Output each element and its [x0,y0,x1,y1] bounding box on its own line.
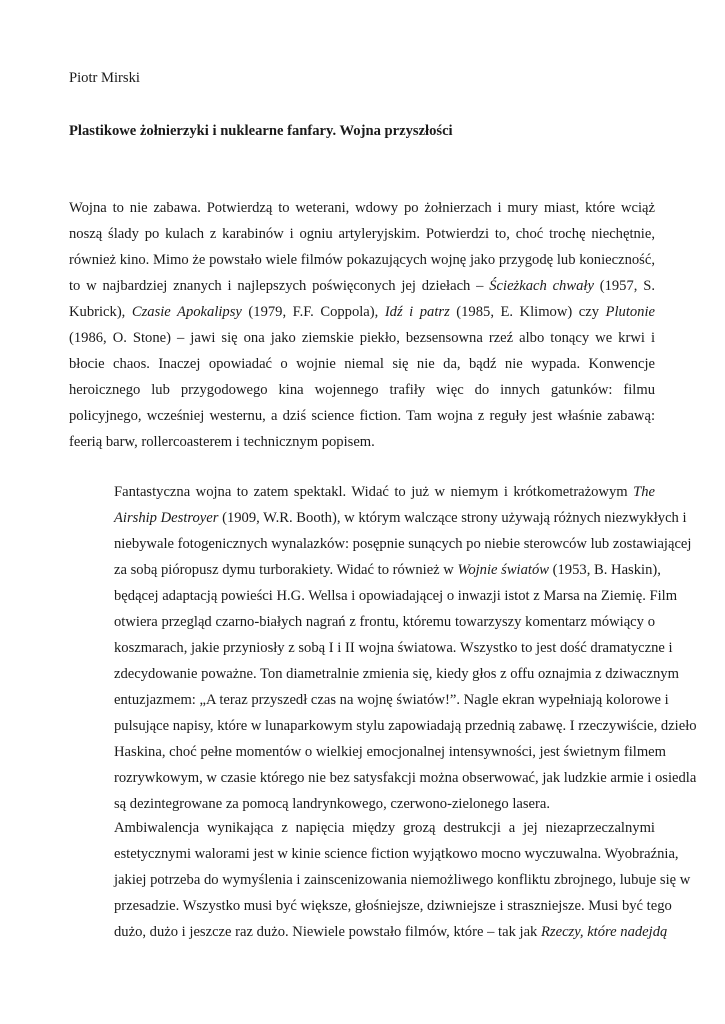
text-line: koszmarach, jakie przyniosły z sobą I i II wojna światowa. Wszystko to jest dość dramatyczne i [114,640,673,656]
text-line: Wojna to nie zabawa. Potwierdzą to weterani, wdowy po żołnierzach i mury miast, które wciąż [69,200,655,216]
author-name: Piotr Mirski [69,70,140,86]
article-title: Plastikowe żołnierzyki i nuklearne fanfary. Wojna przyszłości [69,123,453,139]
paragraph-1 [69,195,655,455]
text-line: entuzjazmem: „A teraz przyszedł czas na wojnę światów!”. Nagle ekran wypełniają kolorowe i [114,692,669,708]
italic-title: Idź i patrz [384,304,450,320]
text-line: przesadzie. Wszystko musi być większe, głośniejsze, dziwniejsze i straszniejsze. Musi być tego [114,898,672,914]
text-line: rozrywkowym, w czasie którego nie bez satysfakcji można obserwować, jak ludzkie armie i osiedla [114,770,697,786]
text-line: błocie chaos. Inaczej opowiadać o wojnie niemal się nie da, bądź nie wypada. Konwencje [69,356,655,372]
text-line: zdecydowanie poważne. Ton diametralnie zmienia się, kiedy głos z offu oznajmia z dziwacznym [114,666,679,682]
text-line: również kino. Mimo że powstało wiele filmów pokazujących wojnę jako przygodę lub konieczność, [69,252,655,268]
text-line: otwiera przegląd czarno-białych nagrań z frontu, któremu towarzyszy komentarz mówiący o [114,614,655,630]
text-line: niebywale fotogenicznych wynalazków: posępnie sunących po niebie sterowców lub zostawiającej [114,536,692,552]
text-line: jakiej potrzeba do wymyślenia i zainscenizowania niemożliwego konfliktu zbrojnego, lubuje się w [114,872,691,888]
text-line: za sobą pióropusz dymu turborakiety. Widać to również w Wojnie światów (1953, B. Haskin), [114,562,661,578]
text-line: to w najbardziej znanych i najlepszych poświęconych jej dziełach – Ścieżkach chwały (1957, S. [69,278,655,294]
paragraph-2 [69,479,697,817]
text-line: estetycznymi walorami jest w kinie science fiction wyjątkowo mocno wyczuwalna. Wyobraźnia, [114,846,679,862]
text-line: dużo, dużo i jeszcze raz dużo. Niewiele powstało filmów, które – tak jak Rzeczy, które nadejdą [114,924,668,940]
text-line: policyjnego, wcześniej westernu, a dziś science fiction. Tam wojna z reguły jest właśnie zabawą: [69,408,655,424]
italic-title: The [633,484,655,500]
text-line: Haskina, choć pełne momentów o wielkiej emocjonalnej intensywności, jest świetnym filmem [114,744,667,760]
text-line: (1986, O. Stone) – jawi się ona jako ziemskie piekło, bezsensowna rzeź albo tonący we krwi i [69,330,655,346]
italic-title: Ścieżkach chwały [489,278,594,294]
text-line: Ambiwalencja wynikająca z napięcia między grozą destrukcji a jej niezaprzeczalnymi [114,820,655,836]
text-line: Airship Destroyer (1909, W.R. Booth), w którym walczące strony używają różnych niezwykłych i [114,510,687,526]
italic-title: Rzeczy, które nadejdą [541,924,668,940]
italic-title: Czasie Apokalipsy [131,304,242,320]
text-line: noszą ślady po kulach z karabinów i ogniu artyleryjskim. Potwierdzi to, choć trochę niechętnie, [69,226,655,242]
text-line: heroicznego lub przygodowego kina wojennego trafiły więc do innych gatunków: filmu [69,382,655,398]
text-line: są dezintegrowane za pomocą landrynkowego, czerwono-zielonego lasera. [114,796,550,812]
italic-title: Wojnie światów [457,562,549,578]
italic-title: Airship Destroyer [114,510,219,526]
text-line: Fantastyczna wojna to zatem spektakl. Widać to już w niemym i krótkometrażowym The [114,484,655,500]
paragraph-3 [69,815,691,945]
text-line: będącej adaptacją powieści H.G. Wellsa i opowiadającej o inwazji istot z Marsa na Ziemię. Film [114,588,678,604]
text-line: Kubrick), Czasie Apokalipsy (1979, F.F. Coppola), Idź i patrz (1985, E. Klimow) czy Plutonie [69,304,655,320]
text-line: feerią barw, rollercoasterem i technicznym popisem. [69,434,375,450]
text-line: pulsujące napisy, które w lunaparkowym stylu zapowiadają przednią zabawę. I rzeczywiście, dzieło [114,718,697,734]
italic-title: Plutonie [605,304,655,320]
